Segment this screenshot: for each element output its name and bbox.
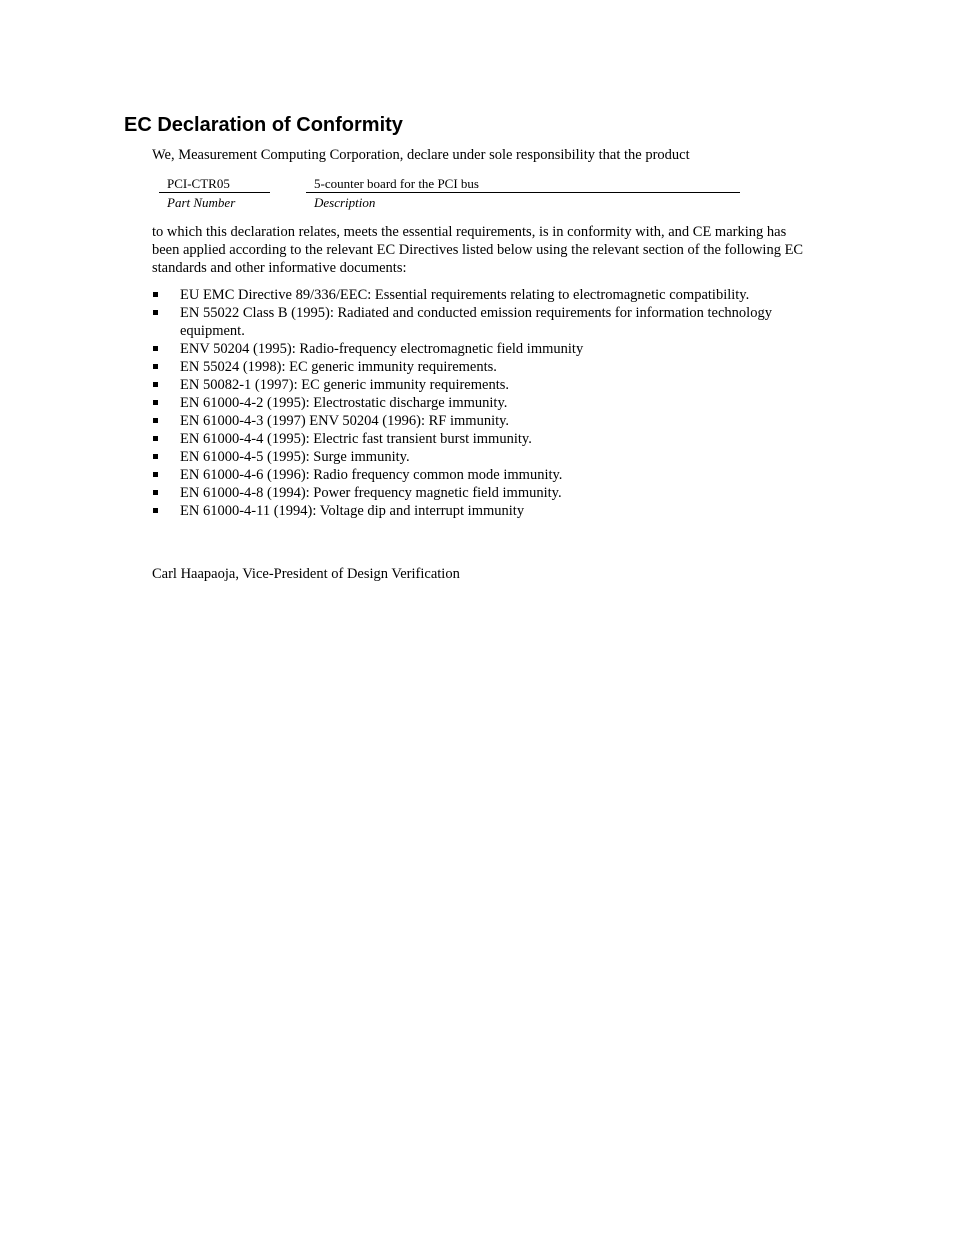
- list-item-text: EN 50082-1 (1997): EC generic immunity requirements.: [180, 377, 509, 393]
- list-item: [152, 286, 812, 304]
- square-bullet-icon: [153, 436, 158, 441]
- list-item: [152, 304, 812, 340]
- list-item-text: EN 55022 Class B (1995): Radiated and conducted emission requirements for information technology equipment.: [180, 305, 772, 339]
- square-bullet-icon: [153, 310, 158, 315]
- intro-paragraph: We, Measurement Computing Corporation, declare under sole responsibility that the product: [152, 147, 690, 163]
- list-item: [152, 502, 812, 520]
- list-item: [152, 430, 812, 448]
- part-number-label: Part Number: [167, 195, 236, 210]
- description-label: Description: [314, 195, 376, 210]
- conformity-paragraph: to which this declaration relates, meets the essential requirements, is in conformity with, and CE marking has been applied according to the relevant EC Directives listed below using the relevant section of the following EC standards and other informative documents:: [152, 224, 804, 276]
- description-field: [306, 174, 740, 193]
- list-item-text: EN 61000-4-3 (1997) ENV 50204 (1996): RF immunity.: [180, 413, 510, 429]
- list-item: [152, 376, 812, 394]
- list-item: [152, 448, 812, 466]
- list-item-text: EU EMC Directive 89/336/EEC: Essential requirements relating to electromagnetic compatibility.: [180, 287, 750, 303]
- list-item-text: ENV 50204 (1995): Radio-frequency electromagnetic field immunity: [180, 341, 584, 357]
- list-item: [152, 358, 812, 376]
- part-number-field: [159, 174, 270, 193]
- list-item-text: EN 61000-4-11 (1994): Voltage dip and interrupt immunity: [180, 503, 525, 519]
- square-bullet-icon: [153, 472, 158, 477]
- description-value: 5-counter board for the PCI bus: [314, 176, 479, 191]
- square-bullet-icon: [153, 364, 158, 369]
- square-bullet-icon: [153, 418, 158, 423]
- list-item-text: EN 61000-4-8 (1994): Power frequency magnetic field immunity.: [180, 485, 562, 501]
- square-bullet-icon: [153, 490, 158, 495]
- list-item-text: EN 55024 (1998): EC generic immunity requirements.: [180, 359, 497, 375]
- list-item-text: EN 61000-4-2 (1995): Electrostatic discharge immunity.: [180, 395, 508, 411]
- list-item: [152, 394, 812, 412]
- page-title: EC Declaration of Conformity: [124, 114, 403, 136]
- square-bullet-icon: [153, 454, 158, 459]
- square-bullet-icon: [153, 346, 158, 351]
- list-item: [152, 412, 812, 430]
- square-bullet-icon: [153, 382, 158, 387]
- square-bullet-icon: [153, 292, 158, 297]
- square-bullet-icon: [153, 508, 158, 513]
- standards-list: [152, 286, 812, 520]
- list-item-text: EN 61000-4-4 (1995): Electric fast transient burst immunity.: [180, 431, 532, 447]
- signatory: Carl Haapaoja, Vice-President of Design Verification: [152, 566, 460, 582]
- part-number-value: PCI-CTR05: [167, 176, 230, 191]
- list-item: [152, 466, 812, 484]
- list-item: [152, 340, 812, 358]
- square-bullet-icon: [153, 400, 158, 405]
- list-item-text: EN 61000-4-6 (1996): Radio frequency common mode immunity.: [180, 467, 563, 483]
- list-item: [152, 484, 812, 502]
- list-item-text: EN 61000-4-5 (1995): Surge immunity.: [180, 449, 410, 465]
